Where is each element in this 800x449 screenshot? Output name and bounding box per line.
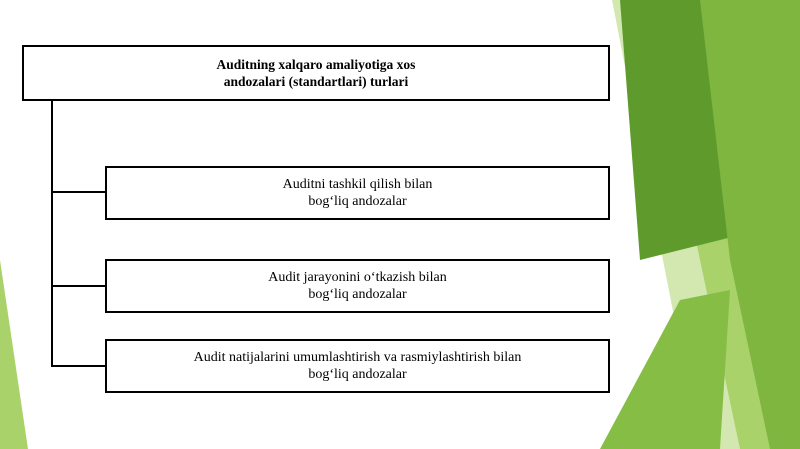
root-node-line1: Auditning xalqaro amaliyotiga xos bbox=[216, 57, 416, 72]
connector-line-1 bbox=[51, 285, 105, 287]
child-node-text bbox=[283, 176, 433, 210]
connector-line-0 bbox=[51, 191, 105, 193]
root-node bbox=[22, 45, 610, 101]
child-node-process bbox=[105, 259, 610, 313]
child-node-text bbox=[194, 349, 522, 383]
child-node-line2: bog‘liq andozalar bbox=[308, 287, 407, 302]
green-band-left bbox=[0, 260, 28, 449]
child-node-line2: bog‘liq andozalar bbox=[308, 367, 407, 382]
connector-line-2 bbox=[51, 365, 105, 367]
child-node-line2: bog‘liq andozalar bbox=[308, 194, 407, 209]
root-node-text bbox=[217, 56, 416, 90]
child-node-line1: Audit jarayonini o‘tkazish bilan bbox=[268, 270, 447, 285]
child-node-line1: Auditni tashkil qilish bilan bbox=[282, 177, 433, 192]
child-node-results bbox=[105, 339, 610, 393]
root-node-line2: andozalari (standartlari) turlari bbox=[223, 74, 409, 89]
child-node-organization bbox=[105, 166, 610, 220]
child-node-text bbox=[268, 269, 446, 303]
child-node-line1: Audit natijalarini umumlashtirish va rasmiylashtirish bilan bbox=[193, 350, 522, 365]
green-band-bottom bbox=[600, 290, 730, 449]
trunk-line bbox=[51, 101, 53, 367]
